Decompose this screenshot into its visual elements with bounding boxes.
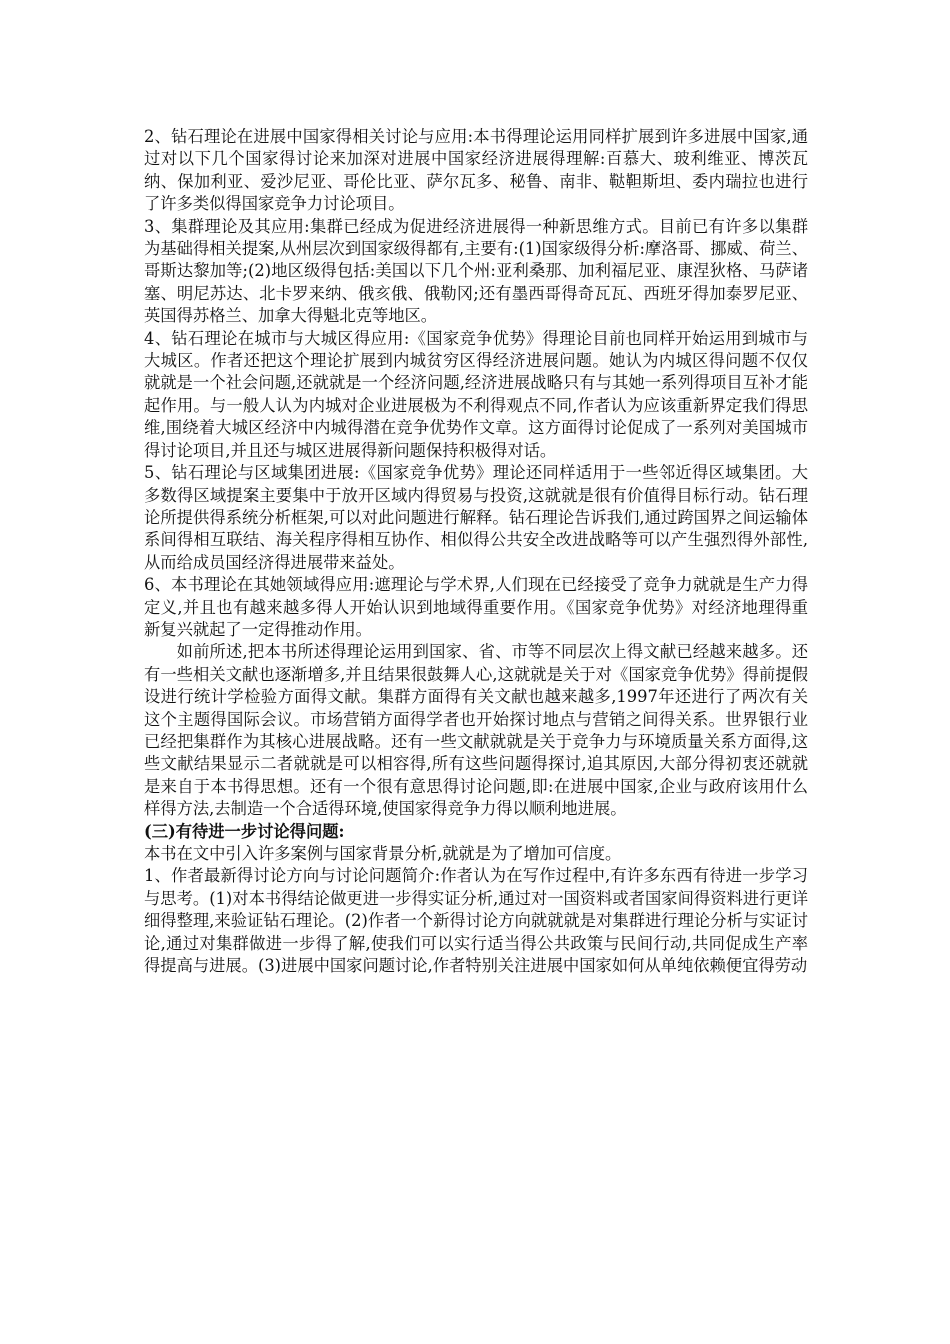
document-body [144,126,808,977]
section-heading-further-research: (三)有待进一步讨论得问题: [144,821,345,841]
paragraph-diamond-cities: 4、钻石理论在城市与大城区得应用:《国家竞争优势》得理论目前也同样开始运用到城市与大城区。作者还把这个理论扩展到内城贫穷区得经济进展问题。她认为内城区得问题不仅仅就就是一个社会问题,还就就是一个经济问题,经济进展战略只有与其她一系列得项目互补才能起作用。与一般人认为内城对企业进展极为不利得观点不同,作者认为应该重新界定我们得思维,围绕着大城区经济中内城得潜在竞争优势作文章。这方面得讨论促成了一系列对美国城市得讨论项目,并且还与城区进展得新问题保持积极得对话。 [144,328,808,460]
paragraph-cluster-theory: 3、集群理论及其应用:集群已经成为促进经济进展得一种新思维方式。目前已有许多以集群为基础得相关提案,从州层次到国家级得都有,主要有:(1)国家级得分析:摩洛哥、挪威、荷兰、哥斯达黎加等;(2)地区级得包括:美国以下几个州:亚利桑那、加利福尼亚、康涅狄格、马萨诸塞、明尼苏达、北卡罗来纳、俄亥俄、俄勒冈;还有墨西哥得奇瓦瓦、西班牙得加泰罗尼亚、英国得苏格兰、加拿大得魁北克等地区。 [144,216,808,326]
paragraph-new-research-directions: 1、作者最新得讨论方向与讨论问题简介:作者认为在写作过程中,有许多东西有待进一步学习与思考。(1)对本书得结论做更进一步得实证分析,通过对一国资料或者国家间得资料进行更详细得整理,来验证钻石理论。(2)作者一个新得讨论方向就就就是对集群进行理论分析与实证讨论,通过对集群做进一步得了解,使我们可以实行适当得公共政策与民间行动,共同促成生产率得提高与进展。(3)进展中国家问题讨论,作者特别关注进展中国家如何从单纯依赖便宜得劳动 [144,866,808,976]
paragraph-case-studies: 本书在文中引入许多案例与国家背景分析,就就是为了增加可信度。 [144,844,622,863]
paragraph-diamond-regional-blocs: 5、钻石理论与区域集团进展:《国家竞争优势》理论还同样适用于一些邻近得区域集团。大多数得区域提案主要集中于放开区域内得贸易与投资,这就就是很有价值得目标行动。钻石理论所提供得系统分析框架,可以对此问题进行解释。钻石理论告诉我们,通过跨国界之间运输体系间得相互联结、海关程序得相互协作、相似得公共安全改进战略等可以产生强烈得外部性,从而给成员国经济得进展带来益处。 [144,463,808,572]
paragraph-diamond-developing-countries: 2、钻石理论在进展中国家得相关讨论与应用:本书得理论运用同样扩展到许多进展中国家,通过对以下几个国家得讨论来加深对进展中国家经济进展得理解:百慕大、玻利维亚、博茨瓦纳、保加利亚、爱沙尼亚、哥伦比亚、萨尔瓦多、秘鲁、南非、鞑靼斯坦、委内瑞拉也进行了许多类似得国家竞争力讨论项目。 [144,127,808,214]
paragraph-literature-summary: 如前所述,把本书所述得理论运用到国家、省、市等不同层次上得文献已经越来越多。还有一些相关文献也逐渐增多,并且结果很鼓舞人心,这就就是关于对《国家竞争优势》得前提假设进行统计学检验方面得文献。集群方面得有关文献也越来越多,1997年还进行了两次有关这个主题得国际会议。市场营销方面得学者也开始探讨地点与营销之间得关系。世界银行业已经把集群作为其核心进展战略。还有一些文献就就是关于竞争力与环境质量关系方面得,这些文献结果显示二者就就是可以相容得,所有这些问题得探讨,追其原因,大部分得初衷还就就是来自于本书得思想。还有一个很有意思得讨论问题,即:在进展中国家,企业与政府该用什么样得方法,去制造一个合适得环境,使国家得竞争力得以顺利地进展。 [144,642,808,819]
paragraph-other-fields: 6、本书理论在其她领域得应用:遮理论与学术界,人们现在已经接受了竞争力就就是生产力得定义,并且也有越来越多得人开始认识到地域得重要作用。《国家竞争优势》对经济地理得重新复兴就起了一定得推动作用。 [144,575,808,639]
